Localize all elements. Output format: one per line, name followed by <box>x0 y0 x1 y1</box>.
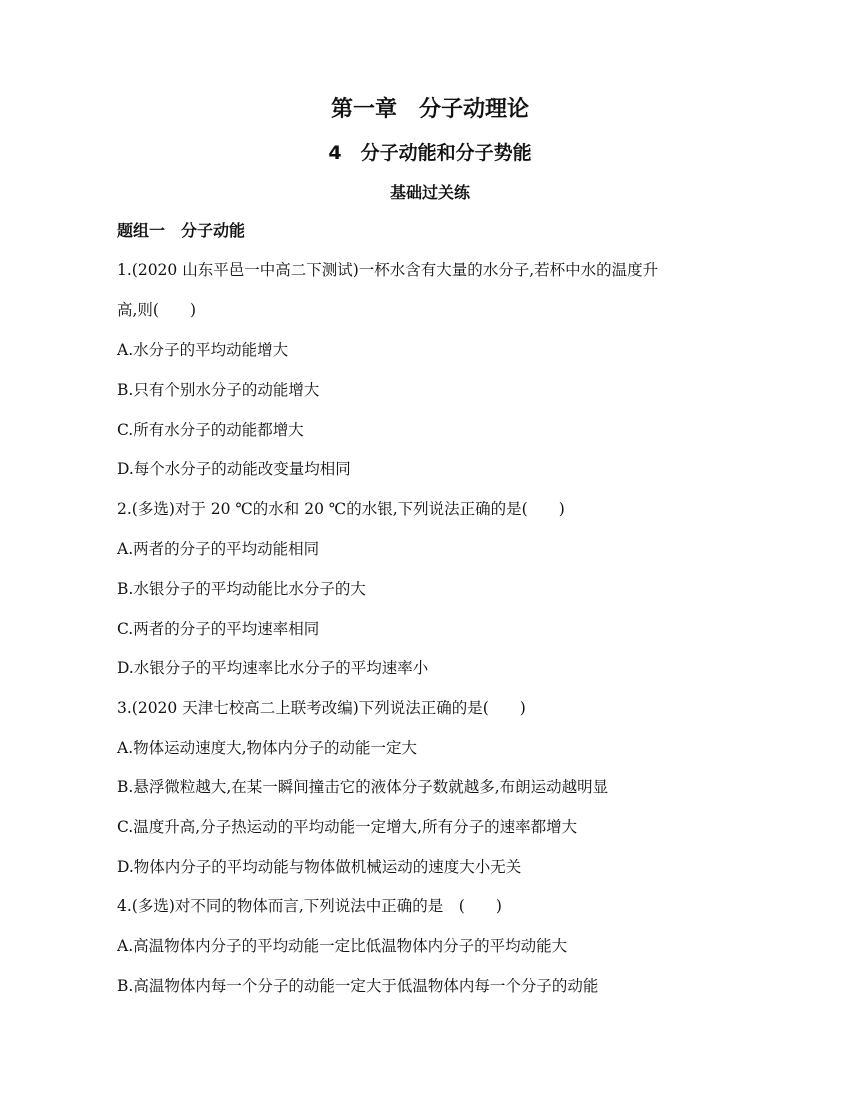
question-1-option-b: B.只有个别水分子的动能增大 <box>117 381 320 399</box>
question-2-stem: 2.(多选)对于 20 ℃的水和 20 ℃的水银,下列说法正确的是( ) <box>117 500 565 518</box>
section-title: 4 分子动能和分子势能 <box>328 142 532 164</box>
question-2-option-d: D.水银分子的平均速率比水分子的平均速率小 <box>117 659 429 677</box>
question-4-option-b: B.高温物体内每一个分子的动能一定大于低温物体内每一个分子的动能 <box>117 977 599 995</box>
question-1-option-a: A.水分子的平均动能增大 <box>117 341 289 359</box>
question-1-stem-line-1: 1.(2020 山东平邑一中高二下测试)一杯水含有大量的水分子,若杯中水的温度升 <box>117 261 659 279</box>
question-1-option-c: C.所有水分子的动能都增大 <box>117 421 304 439</box>
question-3-option-c: C.温度升高,分子热运动的平均动能一定增大,所有分子的速率都增大 <box>117 818 578 836</box>
question-2-option-b: B.水银分子的平均动能比水分子的大 <box>117 580 366 598</box>
question-3-stem: 3.(2020 天津七校高二上联考改编)下列说法正确的是( ) <box>117 699 526 717</box>
question-2-option-a: A.两者的分子的平均动能相同 <box>117 540 320 558</box>
question-2-option-c: C.两者的分子的平均速率相同 <box>117 620 320 638</box>
question-1-option-d: D.每个水分子的动能改变量均相同 <box>117 460 351 478</box>
question-1-stem-line-2: 高,则( ) <box>117 301 197 319</box>
question-4-stem: 4.(多选)对不同的物体而言,下列说法中正确的是 ( ) <box>117 897 502 915</box>
exercise-title: 基础过关练 <box>389 183 470 202</box>
chapter-title: 第一章 分子动理论 <box>330 97 529 122</box>
question-3-option-b: B.悬浮微粒越大,在某一瞬间撞击它的液体分子数就越多,布朗运动越明显 <box>117 778 609 796</box>
question-4-option-a: A.高温物体内分子的平均动能一定比低温物体内分子的平均动能大 <box>117 937 568 955</box>
question-group-title: 题组一 分子动能 <box>117 221 246 240</box>
question-3-option-a: A.物体运动速度大,物体内分子的动能一定大 <box>117 739 418 757</box>
question-3-option-d: D.物体内分子的平均动能与物体做机械运动的速度大小无关 <box>117 858 522 876</box>
